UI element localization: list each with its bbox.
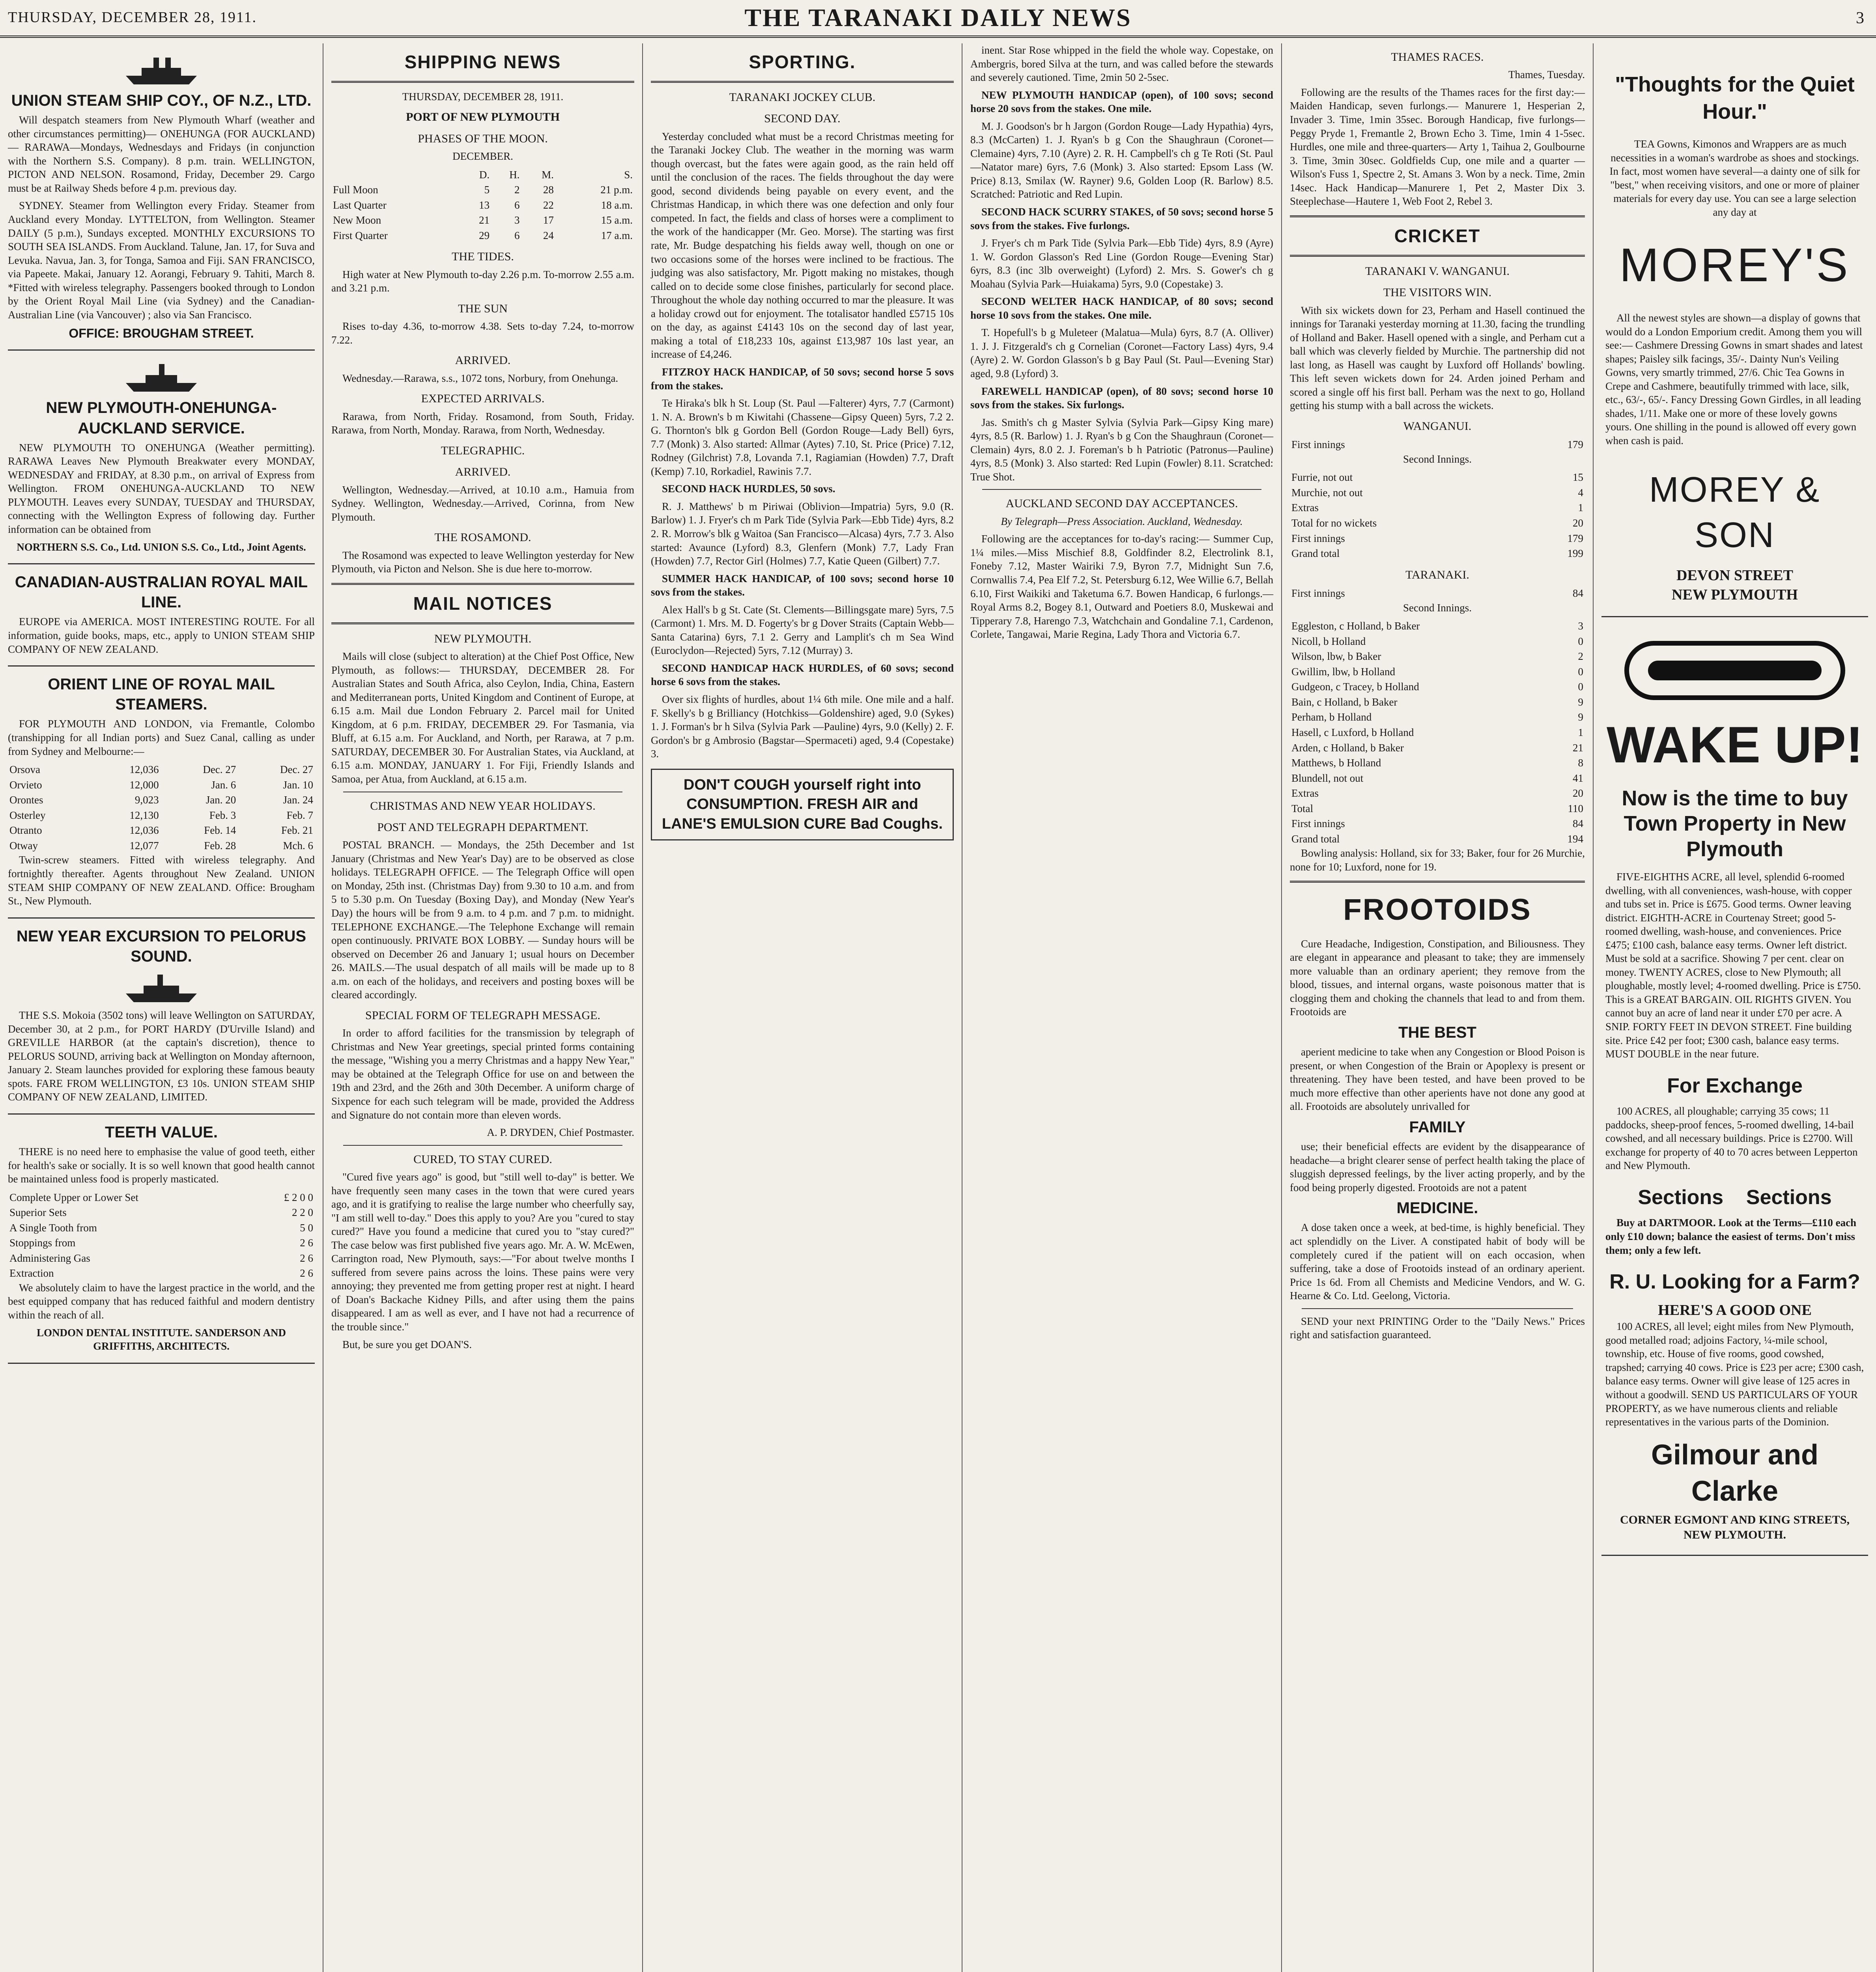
race-text: J. Fryer's ch m Park Tide (Sylvia Park—Ebb Tide) 4yrs, 8.9 (Ayre) 1. W. Gordon Glasson's Red Line (Gordon Rouge—Evening Star) 6yrs, 8.3 (inc 3lb overweight) (Lyford) 2. Mrs. S. Gower's ch g Moahau (Sylvia Park—Huiakama) 5yrs, 9.0 (Copestake) 3. bbox=[970, 237, 1273, 290]
table-cell: 1 bbox=[1578, 726, 1583, 738]
column-sporting bbox=[643, 43, 962, 1972]
moreys-logo: MOREY'S bbox=[1619, 238, 1850, 291]
table-cell: 2 6 bbox=[300, 1252, 313, 1264]
taranaki-second-heading: Second Innings. bbox=[1403, 601, 1472, 614]
auckland-text: Following are the acceptances for to-day's racing:— Summer Cup, 1¼ miles.—Miss Mischief 8.8, Goldfinder 8.2, Electrolink 8.1, Foneby 7.12, Master Wairiki 7.9, Byron 7.7, Midnight Sun 7.6, Cornwallis 7.4, Pea Elf 7.2, St. Petersburg 6.12, Wee Willie 6.7, Bellah 6.10, First Waikiki and Taketuma 6.7. Bowen Handicap, 6 furlongs.—Royal Arms 8.2, Bogey 8.1, Outward and Poetiers 8.0, Muskewai and Tipperary 7.8, Harengo 7.3, Watchchain and Gondaline 7.1, Cardenon, Corlete, Tangawai, Marie Regina, Lady Thora and Victoria 6.7. bbox=[970, 533, 1273, 641]
table-row bbox=[1290, 816, 1585, 831]
table-row bbox=[1290, 710, 1585, 725]
table-cell: Feb. 3 bbox=[209, 809, 236, 821]
race-item bbox=[651, 365, 954, 478]
table-cell: D. bbox=[479, 168, 490, 181]
arrived-heading: ARRIVED. bbox=[455, 354, 511, 367]
table-cell: Jan. 24 bbox=[283, 794, 313, 806]
family-text: use; their beneficial effects are evident by the disappearance of headache—a bright clearer sense of perfect health taking the place of sluggish depressed feelings, by the liver acting properly, and by the food being properly digested. Frootoids are not a patent bbox=[1290, 1141, 1585, 1193]
table-cell: 0 bbox=[1578, 665, 1583, 678]
sections-heading: Sections Sections bbox=[1638, 1186, 1832, 1209]
table-cell: 20 bbox=[1573, 517, 1583, 529]
table-cell: Mch. 6 bbox=[283, 839, 313, 852]
table-cell: 12,000 bbox=[129, 779, 159, 791]
table-cell: Superior Sets bbox=[9, 1206, 67, 1219]
table-cell: Administering Gas bbox=[9, 1252, 90, 1264]
table-row bbox=[8, 1251, 315, 1266]
table-cell: Eggleston, c Holland, b Baker bbox=[1291, 620, 1420, 632]
buy-property-heading: Now is the time to buy Town Property in New Plymouth bbox=[1622, 786, 1848, 861]
morey-and-son: MOREY & SON bbox=[1649, 470, 1821, 555]
table-cell: £ 2 0 0 bbox=[284, 1191, 313, 1203]
canadian-australian-ad bbox=[8, 564, 315, 667]
orient-line-ad bbox=[8, 667, 315, 918]
xmas-heading: CHRISTMAS AND NEW YEAR HOLIDAYS. bbox=[370, 799, 596, 812]
onehunga-heading: NEW PLYMOUTH-ONEHUNGA-AUCKLAND SERVICE. bbox=[46, 399, 277, 437]
teeth-foot: We absolutely claim to have the largest practice in the world, and the best equipped company that has reduced faithful and modern dentistry within the reach of all. bbox=[8, 1281, 315, 1321]
table-row bbox=[8, 823, 315, 838]
cricket-match: TARANAKI V. WANGANUI. bbox=[1365, 264, 1510, 278]
masthead-title: THE TARANAKI DAILY NEWS bbox=[744, 4, 1132, 32]
table-cell: 28 bbox=[543, 184, 554, 196]
teeth-heading: TEETH VALUE. bbox=[105, 1123, 218, 1141]
table-cell: Grand total bbox=[1291, 547, 1340, 560]
race-text: T. Hopefull's b g Muleteer (Malatua—Mula) 6yrs, 8.7 (A. Olliver) 1. J. J. Fitzgerald's ch g Cornelian (Coronet—Factory Lass) 4yrs, 9.4 (Ayre) 2. W. Gordon Glasson's b g Bay Paul (St. Paul—Evening Star) aged, 9.8 (Lyford) 3. bbox=[970, 327, 1273, 380]
table-cell: 110 bbox=[1568, 802, 1583, 814]
table-row bbox=[8, 1205, 315, 1220]
table-cell: 21 p.m. bbox=[600, 184, 633, 196]
table-cell: 0 bbox=[1578, 635, 1583, 647]
table-row bbox=[1290, 786, 1585, 801]
medicine-text: A dose taken once a week, at bed-time, is highly beneficial. They act splendidly on the Liver. A constipated habit of body will be completely cured if the patient will on each occasion, when suffering, take a dose of Frootoids instead of an ordinary aperient. Price 1s 6d. From all Chemists and Medicine Vendors, and W. G. Hearne & Co. Ltd. Geelong, Victoria. bbox=[1290, 1221, 1585, 1302]
banner-ornament-icon bbox=[1624, 641, 1845, 700]
quiet-hour-heading: "Thoughts for the Quiet Hour." bbox=[1615, 73, 1855, 124]
sun-heading: THE SUN bbox=[458, 302, 508, 315]
table-row bbox=[1290, 618, 1585, 634]
table-cell: 18 a.m. bbox=[601, 199, 633, 211]
race-text: Over six flights of hurdles, about 1¼ 6th mile. One mile and a half. F. Skelly's b g Brilliancy (Hotchkiss—Goldenshire) aged, 9.0 (Sykes) 1. J. Forman's br h Silva (Sylvia Park —Pauline) 4yrs, 9.0 (Kelly) 2. F. Gordon's br g Ambrosio (Bagstar—Spermaceti) aged, 9.4 (Copestake) 3. bbox=[651, 693, 954, 760]
orient-sailings-table bbox=[8, 762, 315, 853]
property-listings: FIVE-EIGHTHS ACRE, all level, splendid 6-roomed dwelling, with all conveniences, wash-house, with copper and tubs set in. Price is £675. Good terms. Owner leaving district. EIGHTH-ACRE in Courtenay Street; good 5-roomed dwelling, wash-house, and conveniences. Price £475; £100 cash, balance easy terms. Owner left district. Must be sold at a sacrifice. Showing 7 per cent. clear on money. TWENTY ACRES, close to New Plymouth; all ploughable, mostly level; 4-roomed dwelling. Price is £750. This is a GREAT BARGAIN. OIL RIGHTS GIVEN. You cannot buy an acre of land near it under £70 per acre. A SNIP. FORTY FEET IN DEVON STREET. Fine building site. Price £42 per foot; £300 cash, balance easy terms. MUST DOUBLE in the near future. bbox=[1605, 870, 1861, 1060]
table-cell: 24 bbox=[543, 229, 554, 241]
table-row bbox=[8, 1190, 315, 1205]
race-item bbox=[651, 482, 954, 568]
cured-heading: CURED, TO STAY CURED. bbox=[413, 1152, 552, 1166]
race-text: FAREWELL HANDICAP (open), of 80 sovs; second horse 10 sovs from the stakes. Six furlongs. bbox=[970, 385, 1273, 411]
special-form-text: In order to afford facilities for the transmission by telegraph of Christmas and New Year greetings, special printed forms containing the message, "Wishing you a merry Christmas and a happy New Year," may be obtained at the Telegraph Office for use on and between the 19th and 23rd, and the 26th and 30th December. A uniform charge of Sixpence for each such telegram will be made, provided the Address and Signature do not contain more than eleven words. bbox=[331, 1027, 634, 1121]
table-cell: First innings bbox=[1291, 439, 1345, 451]
table-cell: Last Quarter bbox=[333, 199, 387, 211]
gilmour-clarke-address: CORNER EGMONT AND KING STREETS, NEW PLYMOUTH. bbox=[1620, 1513, 1850, 1542]
wanganui-second-scores bbox=[1290, 470, 1585, 561]
table-cell: 15 bbox=[1573, 471, 1583, 484]
table-row bbox=[331, 228, 634, 243]
steamship-icon bbox=[122, 52, 201, 88]
table-row bbox=[331, 198, 634, 213]
expected-heading: EXPECTED ARRIVALS. bbox=[421, 392, 545, 405]
table-cell: 1 bbox=[1578, 502, 1583, 514]
table-cell: 2 2 0 bbox=[292, 1206, 313, 1219]
table-cell: Jan. 10 bbox=[283, 779, 313, 791]
table-row bbox=[1290, 801, 1585, 816]
steamship-icon bbox=[122, 970, 201, 1005]
table-cell: 12,130 bbox=[129, 809, 159, 821]
race-text: Jas. Smith's ch g Master Sylvia (Sylvia Park—Gipsy King mare) 4yrs, 8.5 (R. Barlow) 1. J. Ryan's b g Con the Shaughraun (Coronet—Clemain) 4yrs, 8.0 2. J. Foreman's b h Patriotic (Patronus—Pauline) 4yrs, 8.5 (Monk) 3. Also started: Red Lupin (Fowler) 8.11. Scratched: True Shot. bbox=[970, 416, 1273, 483]
bowling-analysis: Bowling analysis: Holland, six for 33; Baker, four for 26 Murchie, none for 10; Luxford, none for 19. bbox=[1290, 847, 1585, 873]
table-cell: Dec. 27 bbox=[280, 764, 313, 776]
race-item bbox=[970, 88, 1273, 201]
union-steam-heading: UNION STEAM SHIP COY., OF N.Z., LTD. bbox=[11, 92, 312, 109]
table-row bbox=[331, 213, 634, 228]
table-cell: Hasell, c Luxford, b Holland bbox=[1291, 726, 1414, 738]
table-cell: First innings bbox=[1291, 587, 1345, 599]
table-header-row bbox=[331, 167, 634, 183]
table-cell: S. bbox=[624, 168, 633, 181]
table-row bbox=[8, 838, 315, 853]
table-cell: Otway bbox=[9, 839, 38, 852]
table-cell: 9 bbox=[1578, 696, 1583, 708]
table-cell: 9 bbox=[1578, 711, 1583, 723]
table-row bbox=[8, 777, 315, 793]
race-text: FITZROY HACK HANDICAP, of 50 sovs; second horse 5 sovs from the stakes. bbox=[651, 366, 954, 392]
taranaki-heading: TARANAKI. bbox=[1405, 568, 1469, 581]
table-cell: 179 bbox=[1567, 532, 1583, 544]
table-cell: Feb. 28 bbox=[204, 839, 236, 852]
sporting-continued-top: inent. Star Rose whipped in the field the whole way. Copestake, on Ambergris, bored Silva at the turn, and was called before the stewards and severely cautioned. Time, 2min 50 2-5sec. bbox=[970, 44, 1273, 84]
table-row bbox=[1290, 515, 1585, 531]
table-cell: New Moon bbox=[333, 214, 381, 226]
cricket-subheading: THE VISITORS WIN. bbox=[1383, 286, 1492, 299]
union-steam-office: OFFICE: BROUGHAM STREET. bbox=[69, 326, 254, 341]
gilmour-clarke-name: Gilmour and Clarke bbox=[1651, 1439, 1819, 1507]
tides-heading: THE TIDES. bbox=[452, 250, 514, 263]
thames-heading: THAMES RACES. bbox=[1391, 50, 1484, 63]
moreys-ad bbox=[1601, 43, 1868, 617]
table-cell: Orsova bbox=[9, 764, 40, 776]
post-heading: POST AND TELEGRAPH DEPARTMENT. bbox=[377, 820, 589, 834]
onehunga-agents: NORTHERN S.S. Co., Ltd. UNION S.S. Co., Ltd., Joint Agents. bbox=[17, 541, 306, 553]
steamship-icon bbox=[122, 359, 201, 395]
best-heading: THE BEST bbox=[1398, 1023, 1476, 1041]
table-row bbox=[1290, 586, 1585, 601]
table-row bbox=[1290, 695, 1585, 710]
canadian-australian-heading: CANADIAN-AUSTRALIAN ROYAL MAIL LINE. bbox=[15, 573, 308, 611]
race-text: M. J. Goodson's br h Jargon (Gordon Rouge—Lady Hypathia) 4yrs, 8.3 (McCarten) 1. J. Ryan's b g Con the Shaughraun (Coronet—Clemaine) 4yrs, 7.10 (Ayre) 2. R. H. Campbell's ch g Te Roti (St. Paul—Natator mare) 6yrs, 7.6 (Monk) 3. Also started: Epsom Lass (W. Price) 8.13, Smilax (W. Rayner) 9.6, Golden Loop (R. Barlow) 8.5. Scratched: Patriotic and Red Lupin. bbox=[970, 120, 1273, 200]
table-cell: Jan. 6 bbox=[211, 779, 236, 791]
table-cell: 2 bbox=[514, 184, 520, 196]
table-cell: 21 bbox=[479, 214, 490, 226]
wanganui-scores bbox=[1290, 437, 1585, 452]
union-steam-text: Will despatch steamers from New Plymouth Wharf (weather and other circumstances permitting)— ONEHUNGA (FOR AUCKLAND)— RARAWA—Mondays, Wednesdays and Fridays (in conjunction with the Northern S.S. Company). 8 p.m. train. WELLINGTON, PICTON AND NELSON. Rosamond, Friday, December 29. Cargo must be at Railway Sheds before 4 p.m. previous day. bbox=[8, 114, 315, 194]
column-shipping-news bbox=[323, 43, 643, 1972]
union-steam-sydney: SYDNEY. Steamer from Wellington every Friday. Steamer from Auckland every Monday. LYTTELTON, from Wellington. Steamer DAILY (5 p.m.), Sundays excepted. MONTHLY EXCURSIONS TO SOUTH SEA ISLANDS. From Auckland. Talune, Jan. 17, for Suva and Levuka. Navua, Jan. 3, for Tonga, Samoa and Fiji. SAN FRANCISCO, via Papeete. Makai, January 12. Aorangi, February 9. Tahiti, March 8. *Fitted with wireless telegraphy. Passengers booked through to London by the Orient Royal Mail Line (via Sydney) and the Canadian-Australian Line (via Vancouver) ; also via San Francisco. bbox=[8, 200, 315, 321]
dental-price-table bbox=[8, 1190, 315, 1281]
race-text: SECOND WELTER HACK HANDICAP, of 80 sovs; second horse 10 sovs from the stakes. One mile. bbox=[970, 295, 1273, 321]
table-cell: Blundell, not out bbox=[1291, 772, 1364, 784]
table-row bbox=[1290, 546, 1585, 561]
telegraphic-arrived: ARRIVED. bbox=[455, 465, 511, 479]
auckland-heading: AUCKLAND SECOND DAY ACCEPTANCES. bbox=[1005, 497, 1238, 510]
mail-notices-heading: MAIL NOTICES bbox=[413, 593, 553, 614]
table-cell: Feb. 21 bbox=[281, 824, 313, 837]
table-cell: 41 bbox=[1573, 772, 1583, 784]
table-cell: 2 bbox=[1578, 650, 1583, 663]
telegraphic-text: Wellington, Wednesday.—Arrived, at 10.10 a.m., Hamuia from Sydney. Wellington, Wednesday.—Arrived, Corinna, from New Plymouth. bbox=[331, 484, 634, 523]
table-cell: 29 bbox=[479, 229, 490, 241]
table-cell: 84 bbox=[1573, 818, 1583, 830]
moreys-text: All the newest styles are shown—a display of gowns that would do a London Emporium credit. Among them you will see:— Cashmere Dressing Gowns in smart shades and latest shapes; Paisley silk facings, 35/-. Dainty Nun's Veiling Gowns, very smartly trimmed, 27/6. Chic Tea Gowns in Crepe and Cashmere, beautifully trimmed with lace, silk, etc., 63/-, 65/-. Fancy Dressing Gown Girdles, in all leading shades, 1/11. Make one or more of these lovely gowns yours. One shilling in the pound is allowed off every gown when cash is paid. bbox=[1605, 312, 1863, 447]
table-cell: 21 bbox=[1573, 741, 1583, 754]
table-row bbox=[8, 792, 315, 808]
table-cell: Full Moon bbox=[333, 184, 378, 196]
wake-up-heading: WAKE UP! bbox=[1607, 716, 1863, 774]
pelorus-excursion-ad bbox=[8, 919, 315, 1115]
race-text: SECOND HANDICAP HACK HURDLES, of 60 sovs; second horse 6 sovs from the stakes. bbox=[651, 662, 954, 688]
farm-heading: R. U. Looking for a Farm? bbox=[1609, 1270, 1860, 1294]
dental-signature: LONDON DENTAL INSTITUTE. SANDERSON AND GRIFFITHS, ARCHITECTS. bbox=[37, 1326, 286, 1352]
gilmour-clarke-ad bbox=[1601, 617, 1868, 1556]
table-cell: 5 0 bbox=[300, 1221, 313, 1234]
table-cell: Orontes bbox=[9, 794, 43, 806]
special-form-heading: SPECIAL FORM OF TELEGRAPH MESSAGE. bbox=[365, 1008, 600, 1022]
table-cell: Complete Upper or Lower Set bbox=[9, 1191, 138, 1203]
table-cell: 6 bbox=[514, 229, 520, 241]
canadian-australian-text: EUROPE via AMERICA. MOST INTERESTING ROUTE. For all information, guide books, maps, etc., apply to UNION STEAM SHIP COMPANY OF NEW ZEALAND. bbox=[8, 616, 315, 655]
cured-foot: But, be sure you get DOAN'S. bbox=[342, 1338, 472, 1350]
table-cell: M. bbox=[542, 168, 554, 181]
auckland-source: By Telegraph—Press Association. Auckland, Wednesday. bbox=[1001, 515, 1243, 527]
pelorus-heading: NEW YEAR EXCURSION TO PELORUS SOUND. bbox=[16, 927, 306, 965]
table-cell: 2 6 bbox=[300, 1237, 313, 1249]
orient-line-text: FOR PLYMOUTH AND LONDON, via Fremantle, Colombo (transhipping for all Indian ports) and Suez Canal, calling as under from Sydney and Melbourne:— bbox=[8, 718, 315, 757]
table-cell: 194 bbox=[1567, 833, 1583, 845]
medicine-heading: MEDICINE. bbox=[1396, 1199, 1478, 1217]
table-cell: 17 a.m. bbox=[601, 229, 633, 241]
frootoids-ad bbox=[1290, 891, 1585, 1302]
dental-ad bbox=[8, 1115, 315, 1364]
special-form-signature: A. P. DRYDEN, Chief Postmaster. bbox=[487, 1126, 634, 1139]
table-cell: Extraction bbox=[9, 1267, 54, 1279]
family-heading: FAMILY bbox=[1409, 1118, 1466, 1136]
table-cell: First Quarter bbox=[333, 229, 388, 241]
wanganui-second-heading: Second Innings. bbox=[1403, 453, 1472, 465]
phases-heading: PHASES OF THE MOON. bbox=[418, 132, 548, 145]
table-row bbox=[8, 1266, 315, 1281]
cured-text: "Cured five years ago" is good, but "still well to-day" is better. We have frequently seen many cases in the town that were cured years ago, and it is gratifying to realise the large number who cheerfully say, "I am still well to-day." Does this apply to you? Are you "cured to stay cured?" Have you found a medicine that cured you to "stay cured?" The case below was first published five years ago. Mr. A. W. McEwen, Carrington road, New Plymouth, says:—"For about twelve months I suffered from severe pains across the loins. These pains were very annoying; they prevented me from getting proper rest at night. I heard of Doan's Backache Kidney Pills, and after using them the pains disappeared. I am as well as ever, and I have not had a recurrence of the trouble since." bbox=[331, 1171, 634, 1333]
sporting-intro: Yesterday concluded what must be a record Christmas meeting for the Taranaki Jockey Club. The weather in the morning was warm though overcast, but the fates were again good, as the rain held off until the conclusion of the races. The fields throughout the day were good, second dividends being payable on every event, and the Christmas Handicap, in which there was one defection and only four competed. In fact, the fields and class of horses were a compliment to the work of the handicapper (Mr. Geo. Morse). The starting was first rate, Mr. Budge despatching his fields away well, though on one or two occasions some of the horses were inclined to be fractious. The judging was also satisfactory, Mr. Pigott making no mistakes, though called on to decide some close finishes, particularly for second place. Throughout the whole day nothing occurred to mar the pleasure. It was a holiday crowd out for enjoyment. The totalisator handled £5715 10s on the day, as against £4143 10s on the second day of last year, making a total of £18,233 10s, against £13,987 10s last year, an increase of £4,246. bbox=[651, 130, 954, 360]
table-cell: 5 bbox=[484, 184, 490, 196]
table-cell: 12,036 bbox=[129, 824, 159, 837]
masthead bbox=[0, 0, 1876, 38]
table-cell: 84 bbox=[1573, 587, 1583, 599]
table-row bbox=[1290, 485, 1585, 500]
table-row bbox=[1290, 679, 1585, 695]
sporting-heading: SPORTING. bbox=[749, 52, 856, 72]
table-row bbox=[8, 808, 315, 823]
post-text: POSTAL BRANCH. — Mondays, the 25th December and 1st January (Christmas and New Year's Day) are to be observed as close holidays. TELEGRAPH OFFICE. — The Telegraph Office will open on Monday, 25th inst. (Christmas Day) from 9.30 to 10 a.m. and from 5 to 5.30 p.m. On Tuesday (Boxing Day), and Monday (New Year's Day) the hours will be from 9 a.m. to 4 p.m. and 7 p.m. to midnight. TELEPHONE EXCHANGE.—The Telephone Exchange will remain open continuously. PRIVATE BOX LOBBY. — Sunday hours will be observed on December 26 and January 1; usual hours on December 26. MAILS.—The usual despatch of all mails will be made up to 8 a.m. on each of the holidays, and receivers and posting boxes will be cleared accordingly. bbox=[331, 839, 634, 1001]
union-steam-ad bbox=[8, 43, 315, 351]
rosamond-text: The Rosamond was expected to leave Wellington yesterday for New Plymouth, via Picton and Nelson. She is due here to-morrow. bbox=[331, 549, 634, 575]
table-row bbox=[1290, 500, 1585, 515]
column-shipping-ads bbox=[0, 43, 323, 1972]
table-row bbox=[1290, 531, 1585, 546]
table-cell: 8 bbox=[1578, 757, 1583, 769]
onehunga-service-ad bbox=[8, 351, 315, 564]
table-cell: H. bbox=[509, 168, 520, 181]
table-cell: Total bbox=[1291, 802, 1314, 814]
phases-month: DECEMBER. bbox=[452, 150, 513, 162]
taranaki-scores bbox=[1290, 586, 1585, 601]
farm-text: 100 ACRES, all level; eight miles from New Plymouth, good metalled road; adjoins Factory, ¼-mile school, township, etc. House of five rooms, good cowshed, trapshed; carrying 40 cows. Price is £23 per acre; £300 cash, balance easy terms. Owner will give lease of 125 acres in without a goodwill. SEND US PARTICULARS OF YOUR PROPERTY, as we have numerous clients and reliable representatives in the various parts of the Dominion. bbox=[1605, 1320, 1864, 1428]
table-row bbox=[1290, 831, 1585, 847]
table-row bbox=[1290, 771, 1585, 786]
table-cell: 20 bbox=[1573, 787, 1583, 799]
table-row bbox=[1290, 740, 1585, 756]
taranaki-second-scores bbox=[1290, 618, 1585, 846]
column-cricket bbox=[1282, 43, 1594, 1972]
table-cell: Furrie, not out bbox=[1291, 471, 1353, 484]
table-cell: Total for no wickets bbox=[1291, 517, 1377, 529]
table-row bbox=[1290, 725, 1585, 740]
table-cell: 3 bbox=[514, 214, 520, 226]
table-cell: 13 bbox=[479, 199, 490, 211]
table-cell: Wilson, lbw, b Baker bbox=[1291, 650, 1381, 663]
printing-ad: SEND your next PRINTING Order to the "Daily News." Prices right and satisfaction guaranteed. bbox=[1290, 1315, 1585, 1341]
pelorus-text: THE S.S. Mokoia (3502 tons) will leave Wellington on SATURDAY, December 30, at 2 p.m., for PORT HARDY (D'Urville Island) and GREVILLE HARBOR (at the captain's discretion), thence to PELORUS SOUND, arriving back at Wellington on Monday afternoon, January 2. Steam launches provided for exploring these famous beauty spots. FARE FROM WELLINGTON, £3 10s. UNION STEAM SHIP COMPANY OF NEW ZEALAND, LIMITED. bbox=[8, 1009, 315, 1103]
race-text: SECOND HACK HURDLES, 50 sovs. bbox=[662, 483, 835, 495]
onehunga-text: NEW PLYMOUTH TO ONEHUNGA (Weather permitting). RARAWA Leaves New Plymouth Breakwater every MONDAY, WEDNESDAY and FRIDAY, at 8.30 p.m., on arrival of Express from Wellington. FROM ONEHUNGA-AUCKLAND TO NEW PLYMOUTH. Leaves every SUNDAY, TUESDAY and THURSDAY, connecting with the Wellington Express of following day. Further information can be obtained from bbox=[8, 441, 315, 535]
table-row bbox=[1290, 664, 1585, 680]
table-cell: Perham, b Holland bbox=[1291, 711, 1372, 723]
table-cell: 9,023 bbox=[135, 794, 159, 806]
table-cell: Extras bbox=[1291, 502, 1319, 514]
wanganui-heading: WANGANUI. bbox=[1403, 419, 1472, 433]
lanes-emulsion-ad: DON'T COUGH yourself right into CONSUMPTION. FRESH AIR and LANE'S EMULSION CURE Bad Coughs. bbox=[651, 769, 954, 840]
table-cell: Jan. 20 bbox=[206, 794, 236, 806]
orient-line-heading: ORIENT LINE OF ROYAL MAIL STEAMERS. bbox=[48, 676, 275, 713]
morey-town: NEW PLYMOUTH bbox=[1672, 586, 1798, 603]
table-cell: 3 bbox=[1578, 620, 1583, 632]
table-cell: 6 bbox=[514, 199, 520, 211]
shipping-date: THURSDAY, DECEMBER 28, 1911. bbox=[402, 90, 564, 103]
table-cell: 179 bbox=[1567, 439, 1583, 451]
orient-line-foot: Twin-screw steamers. Fitted with wireless telegraphy. And fortnightly thereafter. Agents throughout New Zealand. UNION STEAM SHIP COMPANY OF NEW ZEALAND. Office: Brougham St., New Plymouth. bbox=[8, 854, 315, 907]
table-row bbox=[331, 182, 634, 198]
frootoids-heading: FROOTOIDS bbox=[1343, 893, 1532, 927]
race-text: Alex Hall's b g St. Cate (St. Clements—Billingsgate mare) 5yrs, 7.5 (Carmont) 1. Mrs. M. D. Fogerty's br g Dover Straits (Captain Webb—Santa Catarina) 6yrs, 7.1 2. Gerry and Lamplit's ch m Sea Wind (Euroclydon—Rejected) 5yrs, 7.12 (Murray) 3. bbox=[651, 603, 954, 657]
table-row bbox=[1290, 634, 1585, 649]
table-row bbox=[1290, 649, 1585, 664]
table-cell: Gudgeon, c Tracey, b Holland bbox=[1291, 681, 1419, 693]
table-row bbox=[1290, 437, 1585, 452]
table-cell: 12,077 bbox=[129, 839, 159, 852]
farm-subheading: HERE'S A GOOD ONE bbox=[1658, 1302, 1812, 1318]
table-cell: 17 bbox=[543, 214, 554, 226]
table-cell: Feb. 14 bbox=[204, 824, 236, 837]
table-cell: First innings bbox=[1291, 818, 1345, 830]
race-text: NEW PLYMOUTH HANDICAP (open), of 100 sovs; second horse 20 sovs from the stakes. One mile. bbox=[970, 89, 1273, 115]
sections-text: Buy at DARTMOOR. Look at the Terms—£110 each only £10 down; balance the easiest of terms. Don't miss them; only a few left. bbox=[1605, 1217, 1857, 1256]
table-cell: Murchie, not out bbox=[1291, 486, 1363, 499]
table-cell: 4 bbox=[1578, 486, 1583, 499]
column-sporting-continued bbox=[962, 43, 1282, 1972]
table-cell: Feb. 7 bbox=[286, 809, 313, 821]
table-cell: Arden, c Holland, b Baker bbox=[1291, 741, 1404, 754]
table-cell: Grand total bbox=[1291, 833, 1340, 845]
arrived-text: Wednesday.—Rarawa, s.s., 1072 tons, Norbury, from Onehunga. bbox=[342, 372, 618, 384]
mail-text: Mails will close (subject to alteration) at the Chief Post Office, New Plymouth, as follows:— THURSDAY, DECEMBER 28. For Australian States and South Africa, also Ceylon, India, China, Eastern and Mediterranean ports, United Kingdom and Continent of Europe, at 6.15 a.m. Mail due London February 2. Parcel mail for United Kingdom, at 6 p.m. FRIDAY, DECEMBER 29. For Tasmania, via Bluff, at 6.15 a.m. For Auckland, and North, per Rarawa, at 7 p.m. SATURDAY, DECEMBER 30. For Australian States, via Auckland, at 6.15 a.m. MONDAY, JANUARY 1. For Fiji, Friendly Islands and Samoa, per Atua, from Auckland, at 6.15 a.m. bbox=[331, 650, 634, 785]
table-cell: Dec. 27 bbox=[203, 764, 236, 776]
morey-street: DEVON STREET bbox=[1676, 567, 1793, 584]
race-item bbox=[970, 295, 1273, 380]
port-heading: PORT OF NEW PLYMOUTH bbox=[406, 110, 560, 124]
frootoids-text: Cure Headache, Indigestion, Constipation, and Biliousness. They are elegant in appearance and pleasant to take; they are immensely more valuable than an ordinary aperient; they remove from the blood, tissues, and internal organs, waste poisonous matter that is clogging them and choking the channels that lead to and from them. Frootoids are bbox=[1290, 937, 1585, 1018]
table-cell: Bain, c Holland, b Baker bbox=[1291, 696, 1398, 708]
second-day-heading: SECOND DAY. bbox=[764, 112, 841, 125]
table-cell: Gwillim, lbw, b Holland bbox=[1291, 665, 1395, 678]
table-cell: Matthews, b Holland bbox=[1291, 757, 1381, 769]
moon-phases-table bbox=[331, 167, 634, 243]
race-text: R. J. Matthews' b m Piriwai (Oblivion—Impatria) 5yrs, 9.0 (R. Barlow) 1. J. Fryer's ch m Park Tide (Sylvia Park—Ebb Tide) 4yrs, 8.2 2. R. Morrow's blk g Waitoa (San Francisco—Alcasa) 4yrs, 7.7 3. Also started: Avaunce (Lyford) 8.3, Glenfern (Monk) 7.7, Lady Fran (Howden) 7.7, Rector Girl (Holmes) 7.7, Katie Queen (Gilbert) 7.7. bbox=[651, 500, 954, 567]
table-row bbox=[8, 1220, 315, 1236]
table-cell: First innings bbox=[1291, 532, 1345, 544]
table-cell: Extras bbox=[1291, 787, 1319, 799]
table-cell: 12,036 bbox=[129, 764, 159, 776]
table-cell: Orvieto bbox=[9, 779, 42, 791]
tides-text: High water at New Plymouth to-day 2.26 p.m. To-morrow 2.55 a.m. and 3.21 p.m. bbox=[331, 268, 634, 294]
rosamond-heading: THE ROSAMOND. bbox=[434, 531, 531, 544]
table-cell: 0 bbox=[1578, 681, 1583, 693]
table-cell: Stoppings from bbox=[9, 1237, 76, 1249]
table-row bbox=[8, 1235, 315, 1251]
exchange-text: 100 ACRES, all ploughable; carrying 35 cows; 11 paddocks, sheep-proof fences, 5-roomed dwelling, 14-bail cowshed, and all necessary buildings. Price is £2700. Will exchange for property of 40 to 70 acres between Lepperton and New Plymouth. bbox=[1605, 1105, 1858, 1172]
table-cell: 15 a.m. bbox=[601, 214, 633, 226]
table-cell: Osterley bbox=[9, 809, 46, 821]
jockey-club-heading: TARANAKI JOCKEY CLUB. bbox=[729, 90, 876, 104]
race-item bbox=[651, 661, 954, 761]
table-cell: Otranto bbox=[9, 824, 42, 837]
table-cell: Nicoll, b Holland bbox=[1291, 635, 1366, 647]
cricket-report: With six wickets down for 23, Perham and Hasell continued the innings for Taranaki yesterday morning at 11.30, facing the trundling of Holland and Baker. Hasell opened with a single, and Perham cut a ball which was cleverly fielded by Murchie. The partnership did not last long, as Hasell was caught by Luxford off Hollands' bowling. This left seven wickets down for 24. Arden joined Perham and scored a single off his first ball. Perham was the next to go, Holland getting his stump with a ball across the wickets. bbox=[1290, 304, 1585, 412]
best-text: aperient medicine to take when any Congestion or Blood Poison is present, or when Congestion of the Brain or Apoplexy is present or threatening. They have been tested, and have been proved to be much more effective than other aperients have not done any good at all. Frootoids are absolutely unrivalled for bbox=[1290, 1046, 1585, 1113]
table-cell: 2 6 bbox=[300, 1267, 313, 1279]
race-text: Te Hiraka's blk h St. Loup (St. Paul —Falterer) 4yrs, 7.7 (Carmont) 1. N. A. Brown's b m Kiwitahi (Chassene—Gipsy Queen) 5yrs, 7.2 2. G. Thornton's blk g Gordon Bell (Gordon Rouge—Lady Bell) 6yrs, 7.7 (Monk) 3. Also started: Allmar (Aytes) 7.10, St. Price (Price) 7.12, Rodney (Gilchrist) 7.8, Lovanda 7.1, Ragiamian (Howden) 7.7, Draft (Kemp) 7.10, Rorkadiel, Rawinis 7.7. bbox=[651, 397, 954, 477]
expected-text: Rarawa, from North, Friday. Rosamond, from South, Friday. Rarawa, from North, Monday. Rarawa, from North, Wednesday. bbox=[331, 410, 634, 436]
telegraphic-heading: TELEGRAPHIC. bbox=[441, 444, 525, 457]
race-text: SUMMER HACK HANDICAP, of 100 sovs; second horse 10 sovs from the stakes. bbox=[651, 572, 954, 598]
masthead-date: THURSDAY, DECEMBER 28, 1911. bbox=[8, 9, 257, 26]
table-row bbox=[1290, 755, 1585, 771]
quiet-hour-text: TEA Gowns, Kimonos and Wrappers are as much necessities in a woman's wardrobe as shoes and stockings. In fact, most women have several—a dainty one of silk for "best," when receiving visitors, and one or more of plainer materials for every day use. You can see a large selection any day at bbox=[1609, 138, 1860, 218]
column-advertisements bbox=[1594, 43, 1876, 1972]
exchange-heading: For Exchange bbox=[1667, 1074, 1803, 1097]
sun-text: Rises to-day 4.36, to-morrow 4.38. Sets to-day 7.24, to-morrow 7.22. bbox=[331, 320, 634, 346]
table-cell: A Single Tooth from bbox=[9, 1221, 97, 1234]
race-text: SECOND HACK SCURRY STAKES, of 50 sovs; second horse 5 sovs from the stakes. Five furlongs. bbox=[970, 206, 1273, 232]
cricket-heading: CRICKET bbox=[1394, 225, 1481, 246]
table-cell: 22 bbox=[543, 199, 554, 211]
table-cell: 199 bbox=[1567, 547, 1583, 560]
race-item bbox=[970, 205, 1273, 291]
teeth-text: THERE is no need here to emphasise the value of good teeth, either for health's sake or socially. It is so well known that good health cannot be maintained unless food is properly masticated. bbox=[8, 1145, 315, 1185]
masthead-page: 3 bbox=[1856, 9, 1864, 27]
shipping-news-heading: SHIPPING NEWS bbox=[404, 52, 561, 72]
race-item bbox=[651, 572, 954, 657]
thames-source: Thames, Tuesday. bbox=[1508, 69, 1585, 81]
race-item bbox=[970, 385, 1273, 484]
mail-place: NEW PLYMOUTH. bbox=[434, 632, 532, 645]
table-row bbox=[8, 762, 315, 777]
thames-text: Following are the results of the Thames races for the first day:— Maiden Handicap, seven furlongs.— Manurere 1, Hesperian 2, Invader 3. Time, 1min 35sec. Borough Handicap, five furlongs— Peggy Pryde 1, Fremantle 2, Brown Echo 3. Time, 1min 4 1-5sec. Hurdles, one mile and three-quarters— Arty 1, Taihua 2, Goulbourne 3. Time, 3min 30sec. Goldfields Cup, one mile and a quarter —Wilson's Fuss 1, Spectre 2, St. Amans 3. Won by a neck. Time, 2min 14sec. Hack Handicap—Manurere 1, Pet 2, Master Dix 3. Steeplechase—Hautere 1, Web Foot 2, Rebel 3. bbox=[1290, 86, 1585, 207]
table-row bbox=[1290, 470, 1585, 485]
